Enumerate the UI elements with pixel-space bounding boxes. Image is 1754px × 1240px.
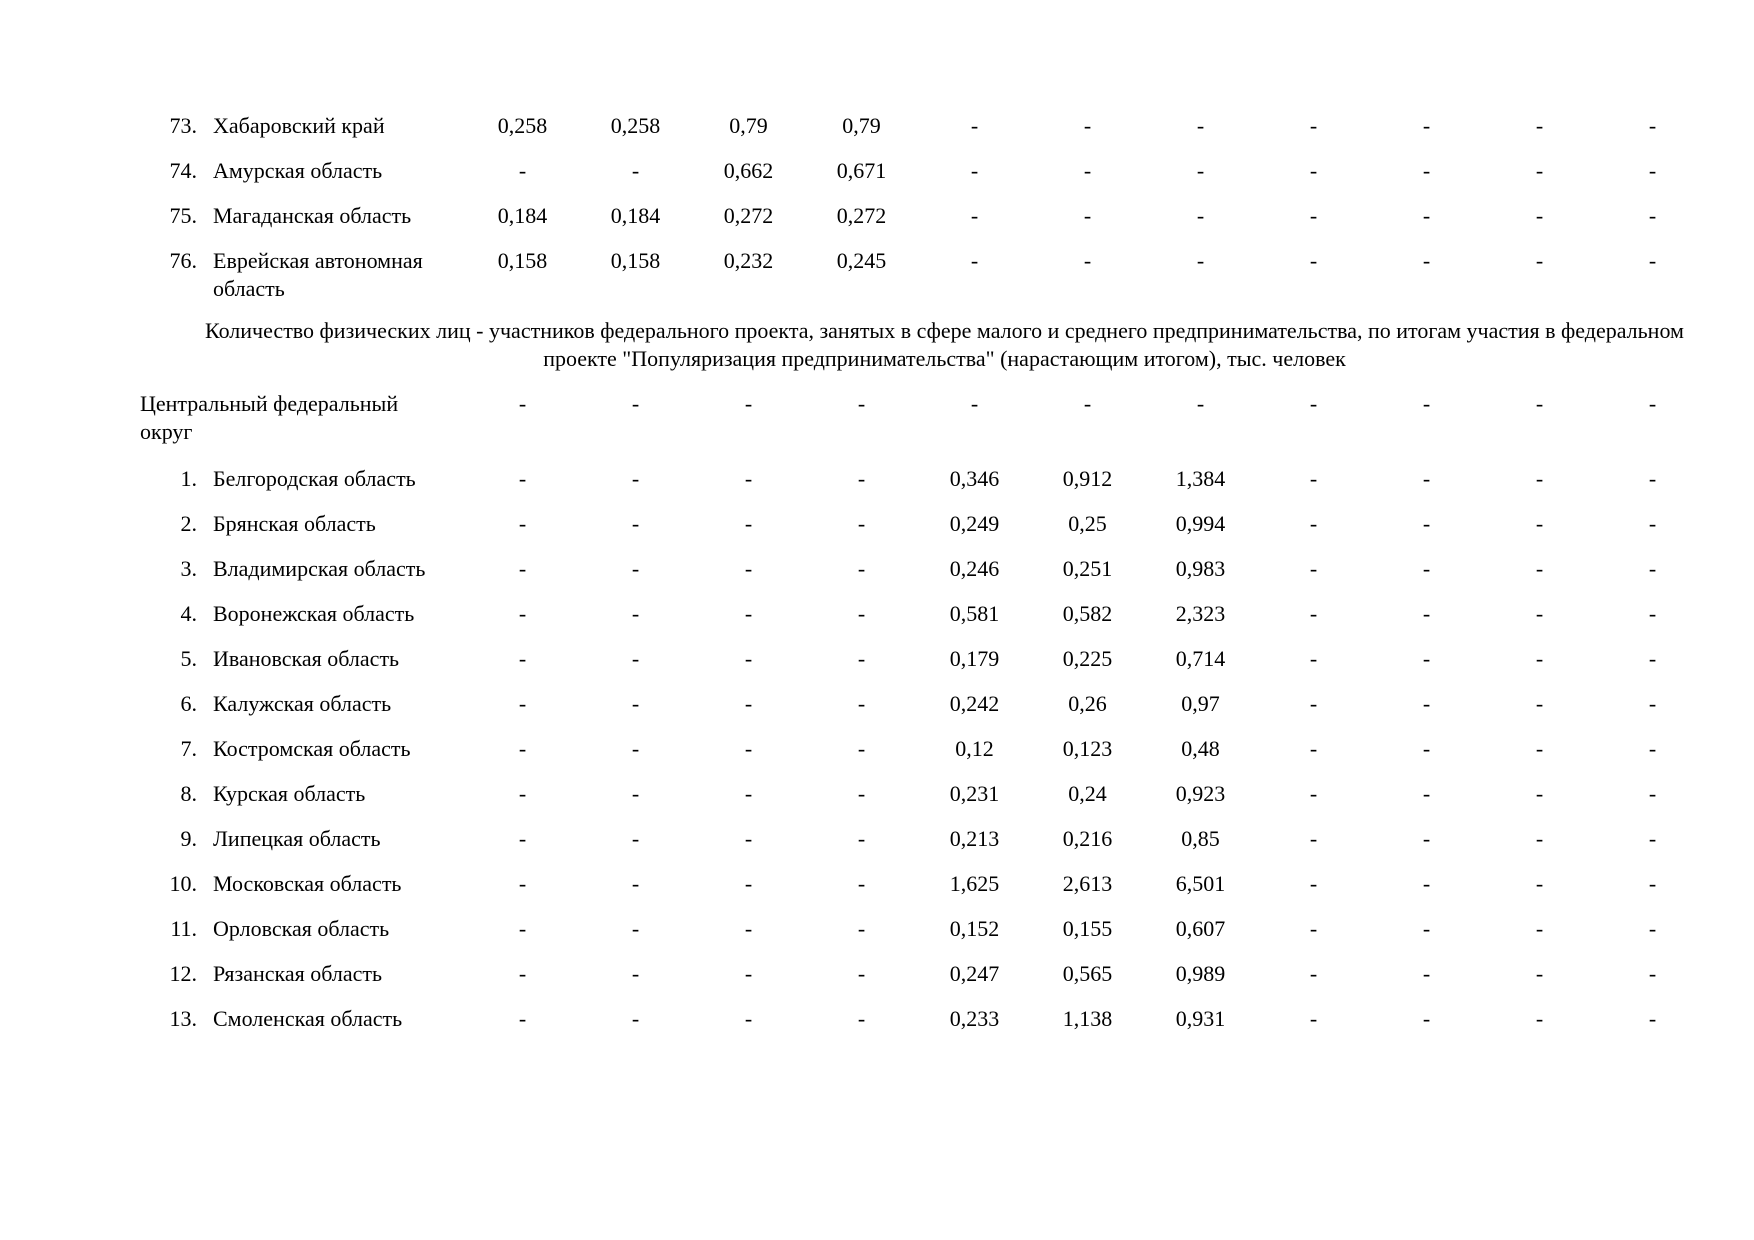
value-cell: -: [1535, 556, 1544, 581]
value-cell: -: [1535, 736, 1544, 761]
value-cell: -: [1648, 871, 1657, 896]
value-cell: -: [744, 466, 753, 491]
table-row: [140, 735, 1709, 780]
value-cell: -: [518, 556, 527, 581]
value-cell: -: [1535, 826, 1544, 851]
value-cell: -: [1422, 466, 1431, 491]
value-cell: -: [1196, 248, 1205, 273]
value-cell: 0,233: [949, 1006, 1000, 1031]
table-row: [140, 825, 1709, 870]
value-cell: -: [518, 916, 527, 941]
value-cell: -: [1648, 248, 1657, 273]
region-name: Смоленская область: [213, 1006, 403, 1031]
region-name: Костромская область: [213, 736, 411, 761]
value-cell: -: [1535, 646, 1544, 671]
value-cell: -: [1309, 601, 1318, 626]
region-name: Орловская область: [213, 916, 390, 941]
value-cell: -: [1535, 511, 1544, 536]
value-cell: 0,179: [949, 646, 1000, 671]
value-cell: -: [1196, 158, 1205, 183]
value-cell: -: [1648, 601, 1657, 626]
value-cell: 0,24: [1068, 781, 1107, 806]
value-cell: -: [744, 691, 753, 716]
value-cell: -: [1422, 1006, 1431, 1031]
row-number: 6.: [180, 691, 197, 716]
value-cell: -: [1422, 511, 1431, 536]
upper-tbody: [140, 112, 1709, 303]
value-cell: -: [1422, 826, 1431, 851]
value-cell: -: [518, 781, 527, 806]
value-cell: -: [1196, 203, 1205, 228]
row-number: 10.: [169, 871, 197, 896]
value-cell: -: [1309, 556, 1318, 581]
value-cell: 0,12: [955, 736, 994, 761]
value-cell: 0,26: [1068, 691, 1107, 716]
value-cell: 0,97: [1181, 691, 1220, 716]
value-cell: -: [1309, 248, 1318, 273]
table-row: [140, 960, 1709, 1005]
value-cell: 0,994: [1175, 511, 1226, 536]
region-name: Воронежская область: [213, 601, 415, 626]
table-row: [140, 112, 1709, 157]
value-cell: -: [744, 826, 753, 851]
value-cell: -: [1309, 646, 1318, 671]
value-cell: 0,272: [723, 203, 774, 228]
value-cell: 0,79: [729, 113, 768, 138]
table-row: [140, 600, 1709, 645]
section-name-text: Центральный федеральный округ: [140, 391, 399, 444]
row-number: 7.: [180, 736, 197, 761]
value-cell: -: [970, 158, 979, 183]
value-cell: 0,85: [1181, 826, 1220, 851]
value-cell: -: [1083, 203, 1092, 228]
value-cell: 0,216: [1062, 826, 1113, 851]
value-cell: -: [518, 391, 527, 416]
value-cell: -: [744, 556, 753, 581]
value-cell: 0,582: [1062, 601, 1113, 626]
value-cell: -: [1309, 511, 1318, 536]
row-number: 2.: [180, 511, 197, 536]
value-cell: -: [857, 871, 866, 896]
value-cell: -: [631, 646, 640, 671]
region-name: Белгородская область: [213, 466, 416, 491]
value-cell: -: [518, 511, 527, 536]
value-cell: -: [1422, 556, 1431, 581]
value-cell: 0,258: [497, 113, 548, 138]
value-cell: -: [1648, 466, 1657, 491]
value-cell: -: [744, 601, 753, 626]
table-row: [140, 465, 1709, 510]
value-cell: -: [970, 203, 979, 228]
row-number: 73.: [169, 113, 197, 138]
value-cell: -: [1535, 248, 1544, 273]
value-cell: 0,158: [497, 248, 548, 273]
lower-table: [140, 390, 1709, 1050]
value-cell: -: [857, 466, 866, 491]
value-cell: -: [744, 391, 753, 416]
value-cell: -: [1309, 1006, 1318, 1031]
value-cell: -: [1648, 826, 1657, 851]
value-cell: -: [1422, 158, 1431, 183]
value-cell: -: [744, 511, 753, 536]
value-cell: -: [1309, 961, 1318, 986]
value-cell: -: [1422, 961, 1431, 986]
value-cell: -: [1422, 781, 1431, 806]
value-cell: -: [744, 646, 753, 671]
table-row: [140, 690, 1709, 735]
value-cell: -: [1535, 113, 1544, 138]
value-cell: -: [518, 736, 527, 761]
value-cell: -: [857, 1006, 866, 1031]
value-cell: -: [1422, 203, 1431, 228]
region-name: Ивановская область: [213, 646, 400, 671]
value-cell: -: [1535, 391, 1544, 416]
value-cell: -: [1083, 248, 1092, 273]
value-cell: 0,983: [1175, 556, 1226, 581]
value-cell: 0,184: [497, 203, 548, 228]
value-cell: -: [1196, 113, 1205, 138]
value-cell: -: [1309, 826, 1318, 851]
value-cell: 0,245: [836, 248, 887, 273]
value-cell: 0,242: [949, 691, 1000, 716]
table-row: [140, 157, 1709, 202]
value-cell: -: [518, 826, 527, 851]
value-cell: -: [631, 691, 640, 716]
value-cell: 0,246: [949, 556, 1000, 581]
region-name: Липецкая область: [213, 826, 381, 851]
value-cell: 0,25: [1068, 511, 1107, 536]
section-row: [140, 390, 1709, 465]
value-cell: -: [1309, 466, 1318, 491]
value-cell: -: [857, 391, 866, 416]
value-cell: -: [1648, 736, 1657, 761]
region-name: Магаданская область: [213, 203, 412, 228]
value-cell: -: [1309, 691, 1318, 716]
row-number: 13.: [169, 1006, 197, 1031]
table-row: [140, 202, 1709, 247]
value-cell: 0,671: [836, 158, 887, 183]
value-cell: -: [1422, 871, 1431, 896]
value-cell: 0,249: [949, 511, 1000, 536]
value-cell: -: [744, 871, 753, 896]
value-cell: -: [1083, 113, 1092, 138]
value-cell: -: [744, 781, 753, 806]
value-cell: -: [744, 916, 753, 941]
value-cell: -: [518, 158, 527, 183]
value-cell: -: [1196, 391, 1205, 416]
value-cell: -: [857, 601, 866, 626]
table-row: [140, 645, 1709, 690]
value-cell: -: [1309, 113, 1318, 138]
value-cell: -: [857, 556, 866, 581]
value-cell: -: [1309, 736, 1318, 761]
value-cell: -: [518, 691, 527, 716]
value-cell: 0,123: [1062, 736, 1113, 761]
value-cell: 2,323: [1175, 601, 1226, 626]
value-cell: 0,247: [949, 961, 1000, 986]
value-cell: 0,581: [949, 601, 1000, 626]
value-cell: 2,613: [1062, 871, 1113, 896]
value-cell: 0,152: [949, 916, 1000, 941]
table-row: [140, 915, 1709, 960]
value-cell: 0,714: [1175, 646, 1226, 671]
value-cell: -: [857, 511, 866, 536]
value-cell: -: [1083, 391, 1092, 416]
value-cell: -: [857, 691, 866, 716]
row-number: 76.: [169, 248, 197, 273]
value-cell: -: [1309, 781, 1318, 806]
row-number: 8.: [180, 781, 197, 806]
row-number: 12.: [169, 961, 197, 986]
region-name: Еврейская автономная область: [213, 248, 423, 301]
value-cell: -: [631, 781, 640, 806]
value-cell: -: [857, 916, 866, 941]
value-cell: -: [1648, 961, 1657, 986]
value-cell: 0,158: [610, 248, 661, 273]
value-cell: -: [518, 1006, 527, 1031]
table-row: [140, 510, 1709, 555]
table-row: [140, 247, 1709, 303]
value-cell: -: [631, 158, 640, 183]
value-cell: 0,155: [1062, 916, 1113, 941]
upper-table: [140, 112, 1709, 303]
region-name: Владимирская область: [213, 556, 426, 581]
value-cell: -: [1309, 916, 1318, 941]
value-cell: 0,912: [1062, 466, 1113, 491]
row-number: 5.: [180, 646, 197, 671]
value-cell: -: [1535, 601, 1544, 626]
value-cell: -: [631, 736, 640, 761]
value-cell: -: [1422, 601, 1431, 626]
value-cell: -: [1422, 916, 1431, 941]
value-cell: -: [1535, 781, 1544, 806]
region-name: Курская область: [213, 781, 366, 806]
value-cell: -: [631, 391, 640, 416]
value-cell: 0,931: [1175, 1006, 1226, 1031]
section-name: [140, 390, 466, 465]
row-number: 75.: [169, 203, 197, 228]
value-cell: -: [518, 646, 527, 671]
value-cell: 0,184: [610, 203, 661, 228]
value-cell: 1,384: [1175, 466, 1226, 491]
value-cell: -: [857, 646, 866, 671]
value-cell: -: [970, 248, 979, 273]
table-row: [140, 555, 1709, 600]
value-cell: -: [1309, 158, 1318, 183]
region-name: Калужская область: [213, 691, 392, 716]
value-cell: -: [1648, 158, 1657, 183]
value-cell: -: [1535, 691, 1544, 716]
row-number: 11.: [170, 916, 197, 941]
value-cell: -: [1309, 871, 1318, 896]
row-number: 4.: [180, 601, 197, 626]
value-cell: -: [1648, 511, 1657, 536]
value-cell: 1,625: [949, 871, 1000, 896]
value-cell: -: [1535, 466, 1544, 491]
value-cell: -: [970, 391, 979, 416]
value-cell: -: [744, 961, 753, 986]
value-cell: -: [857, 736, 866, 761]
value-cell: 0,989: [1175, 961, 1226, 986]
value-cell: -: [1422, 691, 1431, 716]
value-cell: 0,258: [610, 113, 661, 138]
value-cell: 1,138: [1062, 1006, 1113, 1031]
value-cell: -: [1648, 391, 1657, 416]
row-number: 9.: [180, 826, 197, 851]
value-cell: -: [857, 781, 866, 806]
row-number: 74.: [169, 158, 197, 183]
value-cell: -: [1535, 1006, 1544, 1031]
value-cell: -: [1535, 158, 1544, 183]
region-name: Московская область: [213, 871, 402, 896]
row-number: 1.: [180, 466, 197, 491]
value-cell: 0,213: [949, 826, 1000, 851]
value-cell: -: [857, 826, 866, 851]
value-cell: -: [518, 466, 527, 491]
value-cell: 0,272: [836, 203, 887, 228]
value-cell: -: [1648, 1006, 1657, 1031]
value-cell: -: [970, 113, 979, 138]
value-cell: 0,565: [1062, 961, 1113, 986]
value-cell: -: [1422, 736, 1431, 761]
value-cell: -: [1535, 916, 1544, 941]
value-cell: -: [1422, 248, 1431, 273]
value-cell: -: [744, 1006, 753, 1031]
value-cell: 0,251: [1062, 556, 1113, 581]
table-title: Количество физических лиц - участников федерального проекта, занятых в сфере малого и среднего предпринимательства, по итогам участия в федеральном проекте "Популяризация предпринимательства" (нарастающим итогом), тыс. человек: [205, 318, 1684, 371]
value-cell: -: [631, 556, 640, 581]
value-cell: 0,48: [1181, 736, 1220, 761]
region-name: Рязанская область: [213, 961, 383, 986]
value-cell: -: [1083, 158, 1092, 183]
value-cell: -: [744, 736, 753, 761]
value-cell: -: [1648, 556, 1657, 581]
value-cell: 0,662: [723, 158, 774, 183]
value-cell: -: [631, 1006, 640, 1031]
table-row: [140, 1005, 1709, 1050]
value-cell: 0,231: [949, 781, 1000, 806]
value-cell: 0,79: [842, 113, 881, 138]
value-cell: -: [631, 601, 640, 626]
value-cell: -: [1422, 391, 1431, 416]
value-cell: -: [518, 961, 527, 986]
value-cell: -: [857, 961, 866, 986]
value-cell: -: [631, 961, 640, 986]
region-name: Хабаровский край: [213, 113, 385, 138]
region-name: Амурская область: [213, 158, 383, 183]
value-cell: -: [518, 601, 527, 626]
value-cell: -: [631, 916, 640, 941]
value-cell: -: [1309, 203, 1318, 228]
value-cell: -: [1535, 961, 1544, 986]
value-cell: -: [1648, 691, 1657, 716]
value-cell: -: [1648, 916, 1657, 941]
value-cell: -: [1648, 781, 1657, 806]
row-number: 3.: [180, 556, 197, 581]
value-cell: 0,346: [949, 466, 1000, 491]
value-cell: -: [1309, 391, 1318, 416]
value-cell: -: [631, 871, 640, 896]
value-cell: -: [518, 871, 527, 896]
value-cell: 0,923: [1175, 781, 1226, 806]
value-cell: 6,501: [1175, 871, 1226, 896]
value-cell: -: [631, 826, 640, 851]
value-cell: -: [1648, 113, 1657, 138]
value-cell: -: [1422, 113, 1431, 138]
value-cell: -: [1648, 203, 1657, 228]
value-cell: -: [631, 511, 640, 536]
value-cell: -: [1535, 871, 1544, 896]
value-cell: -: [1535, 203, 1544, 228]
table-row: [140, 780, 1709, 825]
value-cell: 0,232: [723, 248, 774, 273]
region-name: Брянская область: [213, 511, 376, 536]
table-row: [140, 870, 1709, 915]
lower-tbody: [140, 390, 1709, 1050]
value-cell: -: [1422, 646, 1431, 671]
value-cell: -: [631, 466, 640, 491]
value-cell: -: [1648, 646, 1657, 671]
value-cell: 0,225: [1062, 646, 1113, 671]
value-cell: 0,607: [1175, 916, 1226, 941]
